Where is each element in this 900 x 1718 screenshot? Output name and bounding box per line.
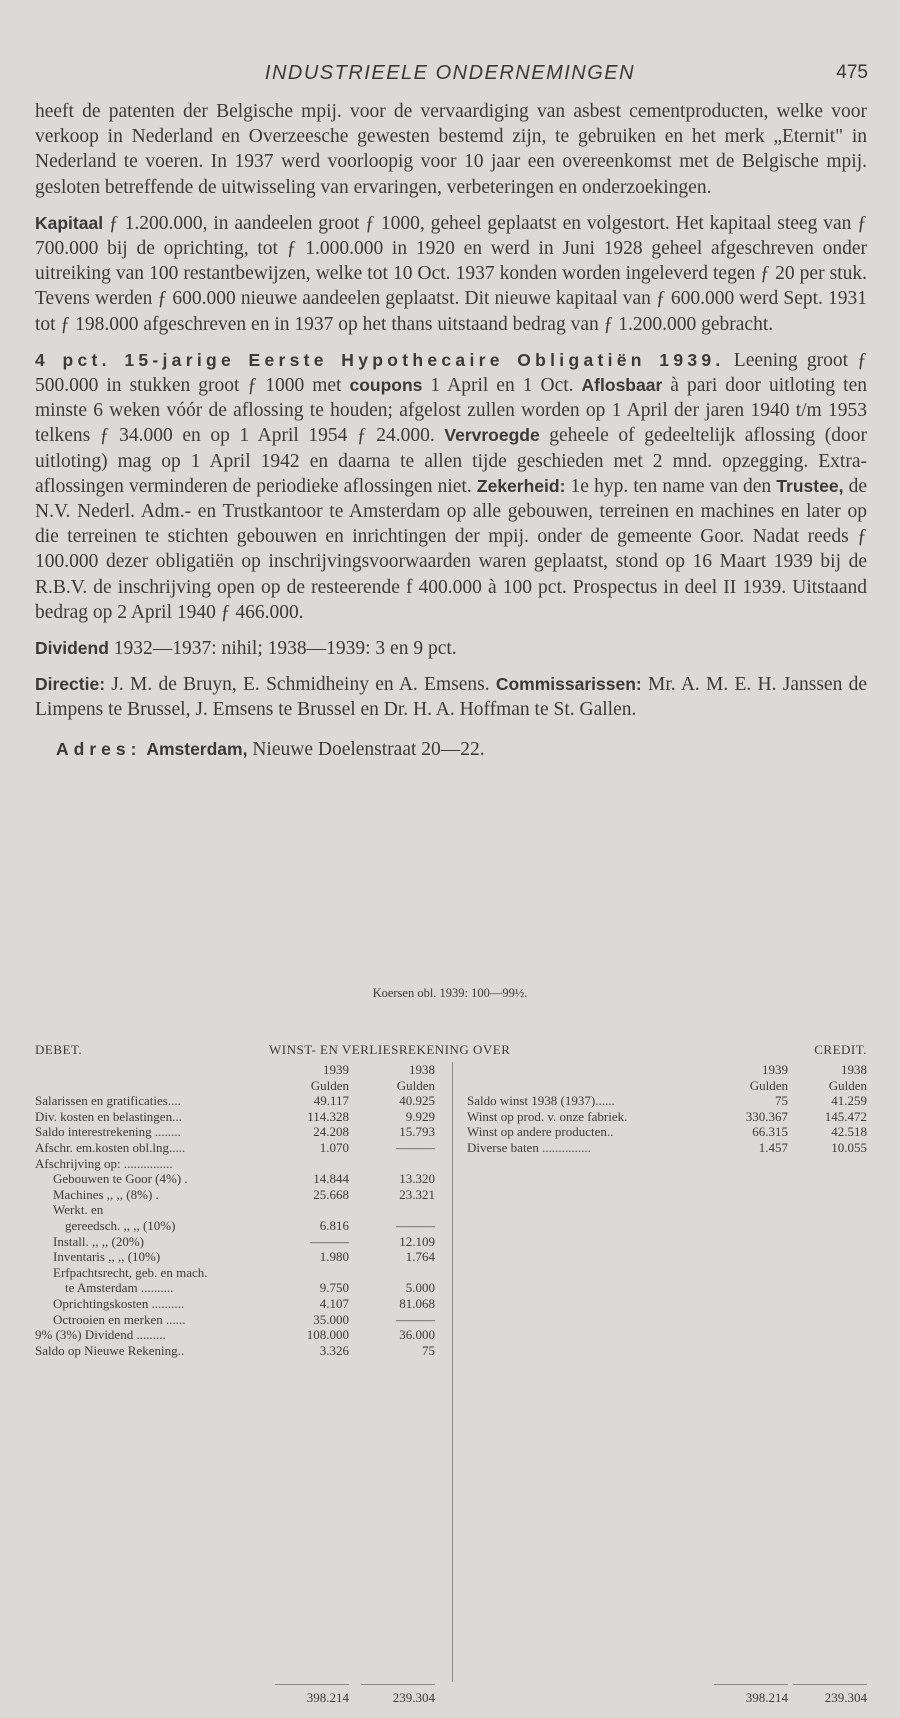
row-value-1939: 14.844 [313,1171,349,1187]
debit-rows [35,1093,435,1358]
debit-year-1: 1939 [323,1062,349,1077]
row-value-1939: 9.750 [319,1280,349,1296]
row-value-1939: 1.980 [319,1249,349,1265]
account-columns [35,1062,867,1718]
adres-label: Adres: [56,738,142,759]
row-value-1938: 81.068 [399,1295,435,1311]
obligaties-text-5: 1e hyp. ten name van den [565,475,777,497]
kapitaal-paragraph [35,211,867,337]
credit-unit-1: Gulden [749,1077,788,1093]
row-label: Div. kosten en belastingen... [35,1108,182,1124]
row-label: Winst op prod. v. onze fabriek. [467,1108,628,1124]
row-value-1938: 40.925 [399,1093,435,1109]
obligaties-heading: 4 pct. 15-jarige Eerste Hypothecaire Obligatiën 1939. [35,349,725,370]
row-value-1939: ——— [310,1233,349,1249]
koersen-note: Koersen obl. 1939: 100—99½. [372,986,528,1000]
account-title: WINST- EN VERLIESREKENING OVER [269,1042,511,1057]
running-title: INDUSTRIEELE ONDERNEMINGEN [264,62,636,84]
row-label: Saldo winst 1938 (1937)...... [467,1093,615,1109]
debit-total-1939: 398.214 [306,1690,349,1705]
debit-unit-2: Gulden [396,1077,435,1093]
row-label: Saldo op Nieuwe Rekening.. [35,1342,185,1358]
account-row [35,1140,435,1156]
row-label: Salarissen en gratificaties.... [35,1093,181,1109]
profit-loss-account [35,1042,867,1718]
row-value-1939: 66.315 [752,1124,788,1140]
account-row [35,1187,435,1203]
row-value-1939: 25.668 [313,1186,349,1202]
obligaties-text-1: Leening groot ƒ 500.000 in stukken groot ƒ 1000 met [35,349,867,397]
total-rule [714,1684,788,1685]
account-row [35,1202,435,1218]
row-value-1938: 10.055 [831,1139,867,1155]
row-value-1938: ——— [396,1311,435,1327]
row-value-1938: 41.259 [831,1093,867,1109]
credit-total-1938: 239.304 [824,1690,867,1705]
page-header [0,60,900,90]
coupons-label: coupons [349,375,423,396]
zekerheid-label: Zekerheid: [476,475,566,496]
vervroegde-label: Vervroegde [444,425,540,446]
account-header [35,1042,867,1062]
debit-unit-1: Gulden [310,1077,349,1093]
account-row [35,1327,435,1343]
row-label: Erfpachtsrecht, geb. en mach. [53,1264,208,1280]
account-row [35,1093,435,1109]
account-row [467,1093,867,1109]
credit-total-1939: 398.214 [745,1690,788,1705]
credit-year-2: 1938 [841,1062,867,1077]
commissarissen-text: Mr. A. M. E. H. Janssen de Limpens te Brussel, J. Emsens te Brussel en Dr. H. A. Hoffman te St. Gallen. [35,674,868,721]
row-label: Install. ,, ,, (20%) [53,1233,144,1249]
row-value-1938: 36.000 [399,1327,435,1343]
total-rule [275,1684,349,1685]
debit-totals [35,1690,435,1706]
row-label: Afschrijving op: ............... [35,1155,173,1171]
credit-label: CREDIT. [814,1042,867,1057]
row-value-1939: 3.326 [319,1342,349,1358]
row-value-1938: 42.518 [831,1124,867,1140]
column-divider [452,1062,453,1682]
account-row [35,1249,435,1265]
debit-year-2: 1938 [409,1062,435,1077]
row-label: Machines ,, ,, (8%) . [53,1186,159,1202]
row-value-1939: 4.107 [319,1295,349,1311]
account-row [35,1124,435,1140]
commissarissen-label: Commissarissen: [495,674,642,695]
row-label: 9% (3%) Dividend ......... [35,1327,166,1343]
trustee-label: Trustee, [776,475,844,496]
row-value-1939: 114.328 [307,1108,349,1124]
credit-year-1: 1939 [762,1062,788,1077]
account-row [35,1109,435,1125]
dividend-label: Dividend [35,638,109,659]
directie-text: J. M. de Bruyn, E. Schmidheiny en A. Emsens. [105,674,496,696]
row-value-1938: 23.321 [399,1186,435,1202]
row-value-1939: 330.367 [745,1108,788,1124]
aflosbaar-label: Aflosbaar [581,375,663,396]
row-label: Werkt. en [53,1202,104,1218]
page-number: 475 [836,62,868,83]
account-row [35,1343,435,1359]
debit-side [35,1062,435,1358]
credit-year-row [467,1062,867,1078]
account-row [35,1280,435,1296]
obligaties-text-6: de N.V. Nederl. Adm.- en Trustkantoor te Amsterdam op alle gebouwen, terreinen en machines en later op die terreinen te stichten gebouwen en inrichtingen der mpij. onder de gemeente Goor. Nadat reeds ƒ 100.000 dezer obligatiën op inschrijvingsvoorwaarden waren geplaatst, stond op 16 Maart 1939 bij de R.B.V. de inschrijving open op de resteerende f 400.000 à 100 pct. Prospectus in deel II 1939. Uitstaand bedrag op 2 April 1940 ƒ 466.000. [35,475,868,623]
credit-unit-2: Gulden [828,1077,867,1093]
body-text [35,99,867,762]
row-label: Octrooien en merken ...... [53,1311,186,1327]
row-value-1938: 9.929 [405,1108,435,1124]
credit-unit-row [467,1078,867,1094]
account-row [467,1124,867,1140]
intro-paragraph: heeft de patenten der Belgische mpij. voor de vervaardiging van asbest cementproducten, welke voor verkoop in Nederland en Overzeesche gewesten bestemd zijn, te gebruiken en het merk „Eternit" in Nederland te voeren. In 1937 werd voorloopig voor 10 jaar een overeenkomst met de Belgische mpij. gesloten betreffende de uitwisseling van ervaringen, verbeteringen en onderzoekingen. [35,101,867,198]
row-value-1938: 1.764 [405,1249,435,1265]
kapitaal-label: Kapitaal [35,212,104,233]
account-row [35,1234,435,1250]
obligaties-text-4: geheele of gedeeltelijk aflossing (door uitloting) mag op 1 April 1942 en daarna te allen tijde geschieden met 2 mnd. opzegging. Extra-aflossingen verminderen de periodieke aflossingen niet. [35,425,867,497]
row-value-1939: 108.000 [306,1327,349,1343]
adres-city: Amsterdam, [146,738,248,759]
row-value-1938: 13.320 [399,1171,435,1187]
row-label: Afschr. em.kosten obl.lng..... [35,1139,186,1155]
debet-label: DEBET. [35,1042,83,1057]
dividend-text: 1932—1937: nihil; 1938—1939: 3 en 9 pct. [108,638,457,660]
row-label: Saldo interestrekening ........ [35,1124,181,1140]
row-value-1939: 35.000 [313,1311,349,1327]
account-row [35,1312,435,1328]
row-value-1938: 15.793 [399,1124,435,1140]
account-row [467,1140,867,1156]
directie-label: Directie: [35,674,106,695]
row-value-1938: ——— [396,1139,435,1155]
row-value-1939: 6.816 [319,1217,349,1233]
obligaties-paragraph [35,348,867,625]
debit-total-1938: 239.304 [392,1690,435,1705]
credit-rows [467,1093,867,1155]
debit-year-row [35,1062,435,1078]
row-label: Oprichtingskosten .......... [53,1295,185,1311]
row-label: Diverse baten ............... [467,1139,591,1155]
row-value-1939: 75 [775,1093,788,1109]
row-value-1938: 145.472 [824,1108,867,1124]
account-row [35,1156,435,1172]
row-label: Inventaris ,, ,, (10%) [53,1249,161,1265]
credit-side [467,1062,867,1156]
account-row [35,1171,435,1187]
directie-paragraph [35,672,867,722]
row-label: gereedsch. ,, ,, (10%) [65,1217,176,1233]
row-value-1939: 1.070 [319,1139,349,1155]
account-row [467,1109,867,1125]
adres-text: Nieuwe Doelenstraat 20—22. [247,738,485,760]
row-value-1939: 1.457 [758,1139,788,1155]
row-label: te Amsterdam .......... [65,1280,174,1296]
row-value-1938: 75 [422,1342,435,1358]
account-row [35,1218,435,1234]
adres-paragraph [35,737,867,762]
row-value-1939: 49.117 [313,1093,349,1109]
credit-totals [467,1690,867,1706]
account-row [35,1296,435,1312]
row-value-1938: 12.109 [399,1233,435,1249]
dividend-paragraph [35,636,867,661]
row-value-1938: ——— [396,1217,435,1233]
kapitaal-text: ƒ 1.200.000, in aandeelen groot ƒ 1000, geheel geplaatst en volgestort. Het kapitaal steeg van ƒ 700.000 bij de oprichting, tot ƒ 1.000.000 in 1920 en werd in Juni 1928 geheel afgeschreven onder uitreiking van 100 restantbewijzen, welke tot 10 Oct. 1937 konden worden ingeleverd tegen ƒ 20 per stuk. Tevens werden ƒ 600.000 nieuwe aandeelen geplaatst. Dit nieuwe kapitaal van ƒ 600.000 werd Sept. 1931 tot ƒ 198.000 afgeschreven en in 1937 op het thans uitstaand bedrag van ƒ 1.200.000 gebracht. [35,212,867,335]
account-row [35,1265,435,1281]
total-rule [361,1684,435,1685]
obligaties-text-3: à pari door uitloting ten minste 6 weken vóór de aflossing te houden; afgelost zullen worden op 1 April der jaren 1940 t/m 1953 telkens ƒ 34.000 en op 1 April 1954 ƒ 24.000. [35,375,867,447]
row-value-1938: 5.000 [405,1280,435,1296]
row-label: Gebouwen te Goor (4%) . [53,1171,188,1187]
row-label: Winst op andere producten.. [467,1124,614,1140]
total-rule [793,1684,867,1685]
row-value-1939: 24.208 [313,1124,349,1140]
obligaties-text-2: 1 April en 1 Oct. [422,375,582,397]
debit-unit-row [35,1078,435,1094]
